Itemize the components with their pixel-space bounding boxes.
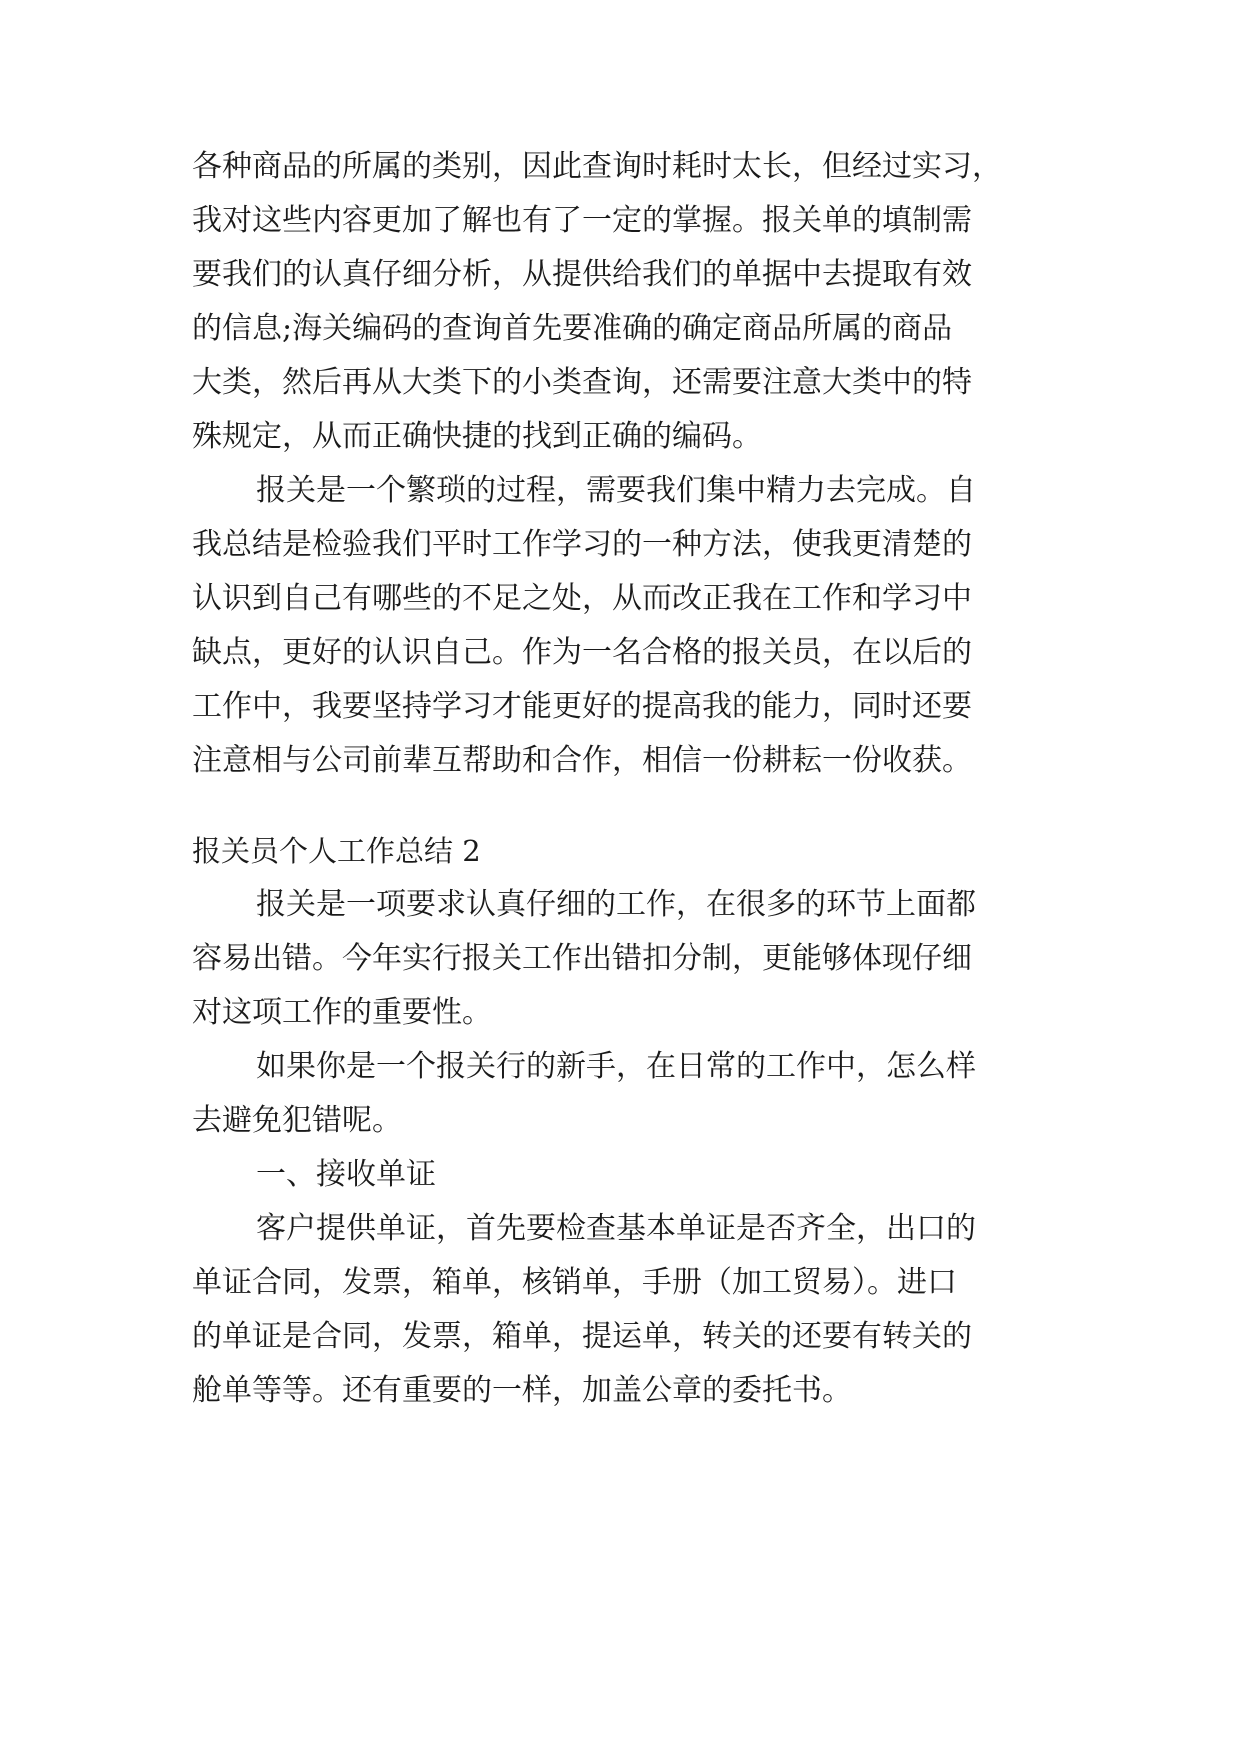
paragraph-line: 的单证是合同，发票，箱单，提运单，转关的还要有转关的	[192, 1319, 972, 1354]
paragraph-line: 大类，然后再从大类下的小类查询，还需要注意大类中的特	[192, 365, 972, 400]
section-heading: 报关员个人工作总结 2	[192, 834, 481, 868]
paragraph-line: 对这项工作的重要性。	[192, 995, 492, 1030]
paragraph-line: 单证合同，发票，箱单，核销单，手册（加工贸易）。进口	[192, 1265, 957, 1300]
paragraph-line: 我对这些内容更加了解也有了一定的掌握。报关单的填制需	[192, 203, 972, 238]
paragraph-first-line: 报关是一项要求认真仔细的工作，在很多的环节上面都	[256, 887, 976, 922]
paragraph-line: 舱单等等。还有重要的一样，加盖公章的委托书。	[192, 1373, 852, 1408]
paragraph-line: 注意相与公司前辈互帮助和合作，相信一份耕耘一份收获。	[192, 743, 972, 778]
paragraph-line: 认识到自己有哪些的不足之处，从而改正我在工作和学习中	[192, 581, 972, 616]
paragraph-line: 殊规定，从而正确快捷的找到正确的编码。	[192, 419, 762, 454]
paragraph-line: 我总结是检验我们平时工作学习的一种方法，使我更清楚的	[192, 527, 972, 562]
paragraph-first-line: 如果你是一个报关行的新手，在日常的工作中，怎么样	[256, 1049, 976, 1084]
paragraph-line: 要我们的认真仔细分析，从提供给我们的单据中去提取有效	[192, 257, 972, 292]
paragraph-line: 工作中，我要坚持学习才能更好的提高我的能力，同时还要	[192, 689, 972, 724]
paragraph-first-line: 报关是一个繁琐的过程，需要我们集中精力去完成。自	[256, 473, 976, 508]
paragraph-first-line: 客户提供单证，首先要检查基本单证是否齐全，出口的	[256, 1211, 976, 1246]
paragraph-line: 的信息;海关编码的查询首先要准确的确定商品所属的商品	[192, 311, 953, 346]
subsection-title: 一、接收单证	[256, 1157, 436, 1192]
paragraph-line: 缺点，更好的认识自己。作为一名合格的报关员，在以后的	[192, 635, 972, 670]
paragraph-line: 去避免犯错呢。	[192, 1103, 402, 1138]
paragraph-line: 容易出错。今年实行报关工作出错扣分制，更能够体现仔细	[192, 941, 972, 976]
paragraph-line: 各种商品的所属的类别，因此查询时耗时太长，但经过实习，	[192, 149, 1002, 184]
